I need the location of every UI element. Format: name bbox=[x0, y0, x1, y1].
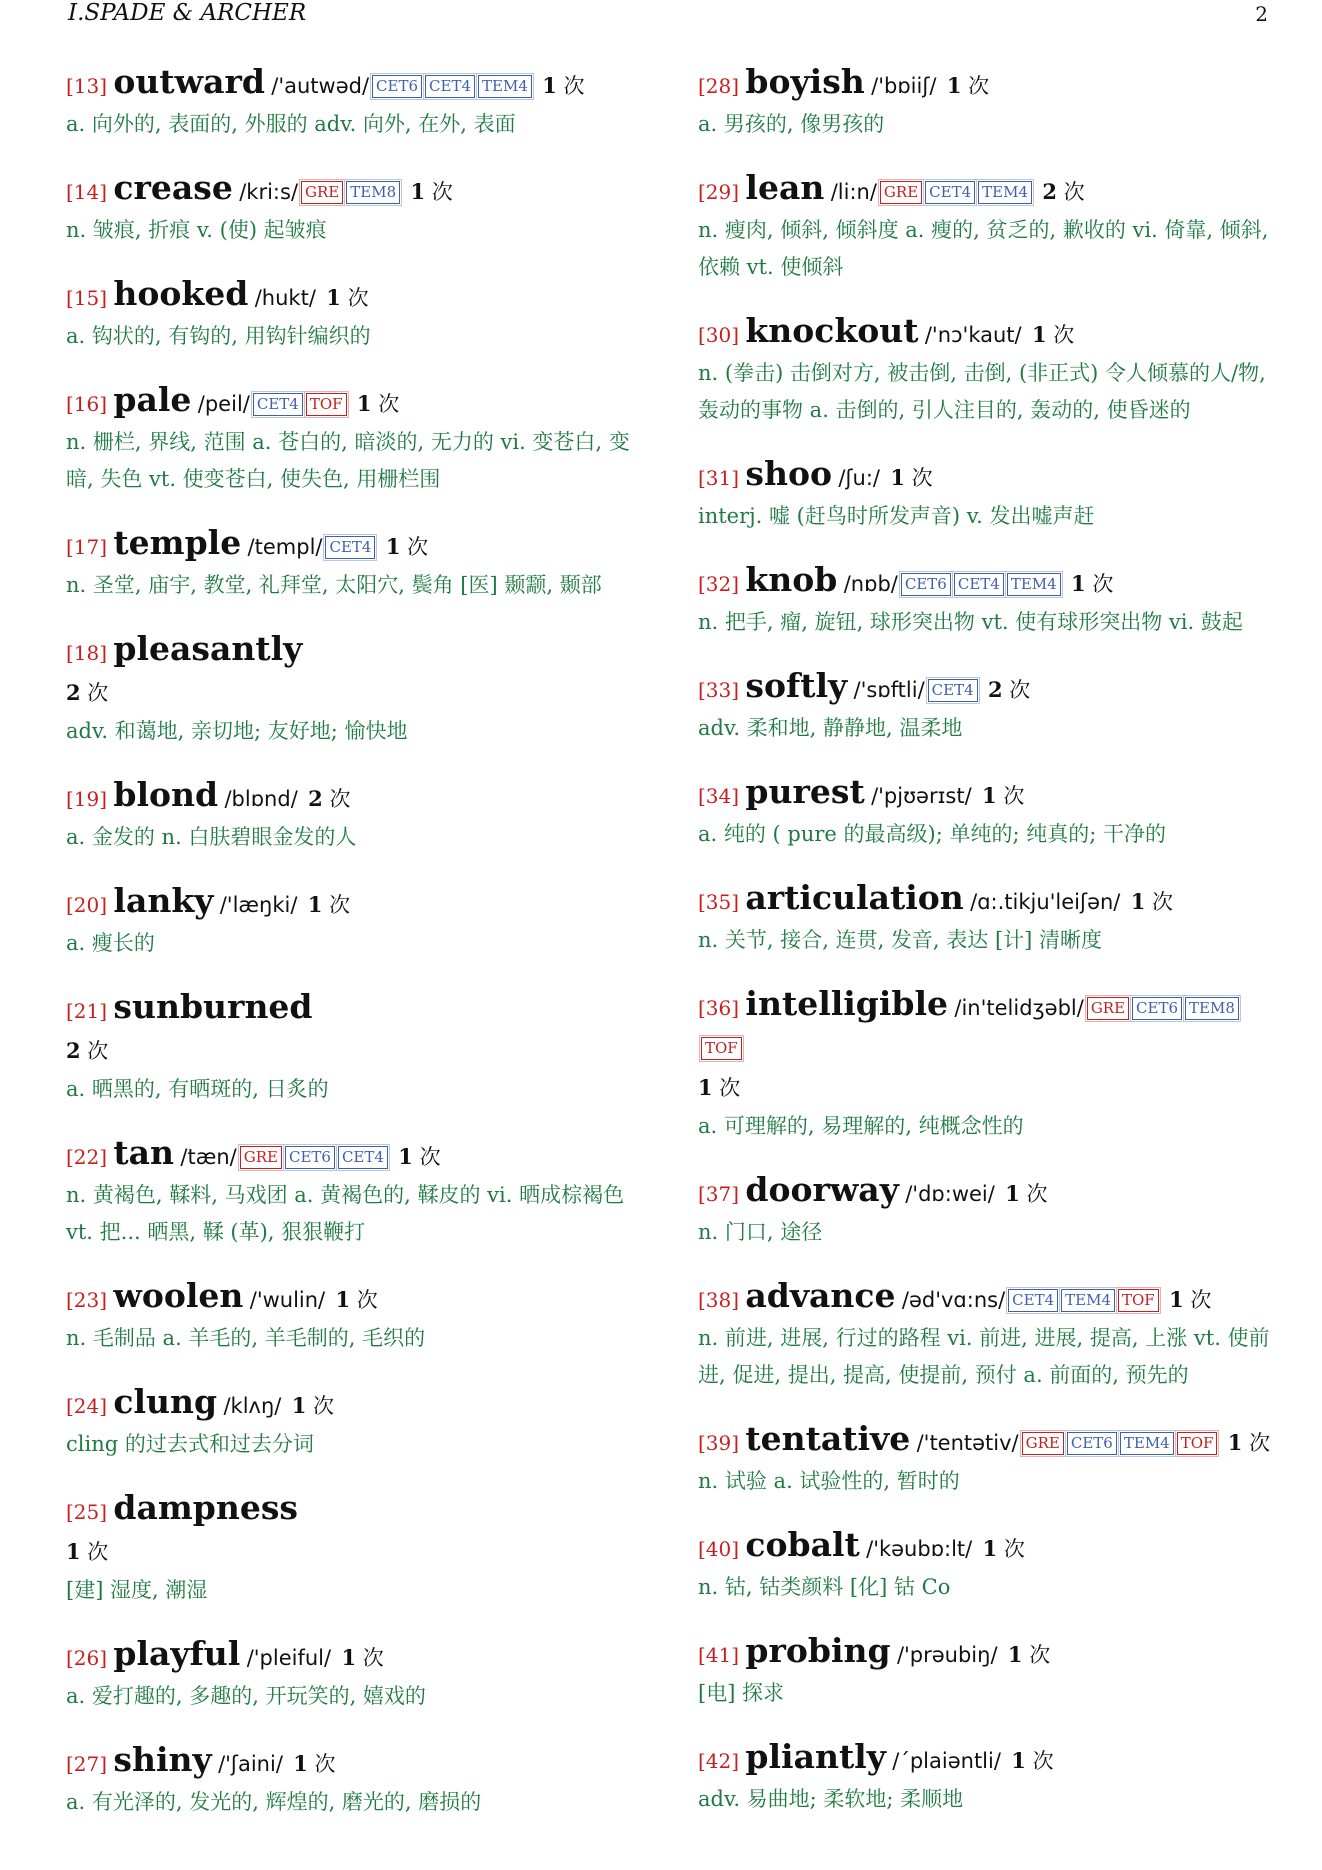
vocab-entry bbox=[66, 1488, 646, 1609]
count-number: 1 bbox=[385, 534, 401, 559]
headword: shoo bbox=[745, 454, 833, 493]
occurrence-count: 1 次 bbox=[1169, 1287, 1212, 1312]
headword: temple bbox=[113, 523, 242, 562]
headword: pleasantly bbox=[113, 629, 303, 668]
vocab-entry bbox=[698, 1631, 1274, 1712]
entry-headline bbox=[698, 62, 1274, 106]
count-number: 1 bbox=[982, 783, 997, 808]
headword: pale bbox=[113, 380, 192, 419]
definition: a. 金发的 n. 白肤碧眼金发的人 bbox=[66, 825, 357, 849]
definition: n. 门口, 途径 bbox=[698, 1220, 823, 1244]
entry-headline bbox=[698, 772, 1274, 816]
entry-headline bbox=[66, 881, 646, 925]
headword: probing bbox=[745, 1631, 891, 1670]
exam-tag-tem4: TEM4 bbox=[1120, 1432, 1174, 1455]
definition: a. 男孩的, 像男孩的 bbox=[698, 112, 885, 136]
entry-headline bbox=[66, 1740, 646, 1784]
occurrence-count: 2 次 bbox=[66, 1038, 109, 1063]
definition: adv. 和蔼地, 亲切地; 友好地; 愉快地 bbox=[66, 719, 408, 743]
headword: lean bbox=[745, 168, 825, 207]
definition: a. 可理解的, 易理解的, 纯概念性的 bbox=[698, 1114, 1024, 1138]
headword: pliantly bbox=[745, 1737, 886, 1776]
occurrence-count: 1 次 bbox=[326, 285, 369, 310]
count-number: 1 bbox=[1071, 571, 1086, 596]
pronunciation: /'pleiful/ bbox=[246, 1646, 332, 1670]
entry-headline bbox=[66, 1634, 646, 1678]
headword: woolen bbox=[113, 1276, 244, 1315]
count-number: 1 bbox=[890, 465, 905, 490]
entry-number: [27] bbox=[66, 1752, 108, 1776]
definition: adv. 易曲地; 柔软地; 柔顺地 bbox=[698, 1787, 964, 1811]
entry-headline bbox=[698, 168, 1274, 212]
occurrence-count: 2 次 bbox=[1042, 179, 1085, 204]
entry-number: [24] bbox=[66, 1394, 108, 1418]
page-header bbox=[68, 0, 1268, 30]
headword: advance bbox=[745, 1276, 896, 1315]
pronunciation: /tæn/ bbox=[180, 1145, 237, 1169]
definition: n. 栅栏, 界线, 范围 a. 苍白的, 暗淡的, 无力的 vi. 变苍白, 变暗, 失色 vt. 使变苍白, 使失色, 用栅栏围 bbox=[66, 430, 630, 491]
count-number: 2 bbox=[66, 680, 81, 705]
entry-number: [14] bbox=[66, 180, 108, 204]
headword: crease bbox=[113, 168, 233, 207]
definition: a. 钩状的, 有钩的, 用钩针编织的 bbox=[66, 324, 371, 348]
exam-tag-gre: GRE bbox=[1022, 1432, 1064, 1455]
occurrence-count: 1 次 bbox=[410, 179, 453, 204]
occurrence-count: 1 次 bbox=[1130, 889, 1174, 914]
definition: adv. 柔和地, 静静地, 温柔地 bbox=[698, 716, 963, 740]
vocab-entry bbox=[66, 1634, 646, 1715]
exam-tag-cet6: CET6 bbox=[285, 1146, 335, 1169]
occurrence-count: 1 次 bbox=[66, 1539, 109, 1564]
entry-headline bbox=[698, 1170, 1274, 1214]
count-number: 1 bbox=[291, 1393, 307, 1418]
entry-headline bbox=[698, 1419, 1274, 1463]
entry-number: [28] bbox=[698, 74, 740, 98]
count-number: 1 bbox=[410, 179, 426, 204]
definition: a. 瘦长的 bbox=[66, 931, 155, 955]
definition: [电] 探求 bbox=[698, 1681, 785, 1705]
vocab-entry bbox=[698, 1737, 1274, 1818]
entry-headline bbox=[698, 311, 1274, 355]
count-number: 2 bbox=[308, 786, 323, 811]
entry-number: [35] bbox=[698, 890, 740, 914]
count-number: 1 bbox=[1005, 1181, 1020, 1206]
exam-tag-gre: GRE bbox=[1087, 997, 1129, 1020]
entry-headline bbox=[66, 1488, 646, 1572]
entry-number: [33] bbox=[698, 678, 740, 702]
headword: outward bbox=[113, 62, 265, 101]
occurrence-count: 1 次 bbox=[398, 1144, 441, 1169]
occurrence-count: 1 次 bbox=[291, 1393, 335, 1418]
definition: n. 黄褐色, 鞣料, 马戏团 a. 黄褐色的, 鞣皮的 vi. 晒成棕褐色 vt. 把... 晒黑, 鞣 (革), 狠狠鞭打 bbox=[66, 1183, 625, 1244]
count-number: 1 bbox=[307, 892, 323, 917]
entry-number: [18] bbox=[66, 641, 108, 665]
definition: a. 向外的, 表面的, 外服的 adv. 向外, 在外, 表面 bbox=[66, 112, 516, 136]
entry-number: [41] bbox=[698, 1643, 740, 1667]
entry-headline bbox=[66, 987, 646, 1071]
exam-tag-tem4: TEM4 bbox=[1007, 573, 1061, 596]
headword: softly bbox=[745, 666, 848, 705]
exam-tag-cet4: CET4 bbox=[925, 181, 975, 204]
definition: n. 毛制品 a. 羊毛的, 羊毛制的, 毛织的 bbox=[66, 1326, 426, 1350]
pronunciation: /ˊplaiəntli/ bbox=[892, 1749, 1001, 1773]
headword: dampness bbox=[113, 1488, 299, 1527]
entry-number: [39] bbox=[698, 1431, 740, 1455]
entry-headline bbox=[698, 1276, 1274, 1320]
exam-tag-cet4: CET4 bbox=[1008, 1289, 1058, 1312]
vocab-entry bbox=[698, 1170, 1274, 1251]
headword: tentative bbox=[745, 1419, 911, 1458]
entry-number: [13] bbox=[66, 74, 108, 98]
vocab-entry bbox=[66, 62, 646, 143]
definition: n. 圣堂, 庙宇, 教堂, 礼拜堂, 太阳穴, 鬓角 [医] 颞颥, 颞部 bbox=[66, 573, 602, 597]
exam-tag-tem4: TEM4 bbox=[478, 75, 532, 98]
count-number: 2 bbox=[1042, 179, 1057, 204]
vocab-entry bbox=[66, 274, 646, 355]
vocab-entry bbox=[66, 881, 646, 962]
vocab-entry bbox=[66, 987, 646, 1108]
vocab-entry bbox=[698, 772, 1274, 853]
occurrence-count: 1 次 bbox=[698, 1075, 741, 1100]
entry-number: [34] bbox=[698, 784, 740, 808]
exam-tag-tem4: TEM4 bbox=[1061, 1289, 1115, 1312]
exam-tag-gre: GRE bbox=[880, 181, 922, 204]
vocab-entry bbox=[66, 1133, 646, 1251]
entry-number: [30] bbox=[698, 323, 740, 347]
entry-number: [26] bbox=[66, 1646, 108, 1670]
definition: n. 试验 a. 试验性的, 暂时的 bbox=[698, 1469, 960, 1493]
count-number: 1 bbox=[1007, 1642, 1023, 1667]
occurrence-count: 1 次 bbox=[335, 1287, 378, 1312]
exam-tag-cet4: CET4 bbox=[253, 393, 303, 416]
count-number: 1 bbox=[1031, 322, 1047, 347]
definition: [建] 湿度, 潮湿 bbox=[66, 1578, 208, 1602]
vocab-entry bbox=[698, 454, 1274, 535]
count-number: 2 bbox=[988, 677, 1003, 702]
vocab-entry bbox=[698, 311, 1274, 429]
exam-tag-cet6: CET6 bbox=[1067, 1432, 1117, 1455]
occurrence-count: 1 次 bbox=[982, 783, 1025, 808]
pronunciation: /'wulin/ bbox=[249, 1288, 326, 1312]
headword: knob bbox=[745, 560, 838, 599]
headword: doorway bbox=[745, 1170, 899, 1209]
entry-number: [36] bbox=[698, 996, 740, 1020]
entry-number: [32] bbox=[698, 572, 740, 596]
occurrence-count: 1 次 bbox=[293, 1751, 336, 1776]
exam-tag-cet6: CET6 bbox=[1132, 997, 1182, 1020]
count-number: 1 bbox=[982, 1536, 998, 1561]
pronunciation: /hukt/ bbox=[254, 286, 316, 310]
vocab-entry bbox=[698, 1419, 1274, 1500]
vocab-entry bbox=[698, 168, 1274, 286]
pronunciation: /ʃu:/ bbox=[838, 466, 880, 490]
entry-number: [31] bbox=[698, 466, 740, 490]
book-title: I.SPADE & ARCHER bbox=[68, 0, 307, 26]
entry-headline bbox=[698, 1525, 1274, 1569]
vocab-entry bbox=[66, 775, 646, 856]
vocab-entry bbox=[66, 1382, 646, 1463]
count-number: 1 bbox=[66, 1539, 81, 1564]
vocab-entry bbox=[698, 984, 1274, 1145]
entry-number: [25] bbox=[66, 1500, 108, 1524]
exam-tag-cet4: CET4 bbox=[325, 536, 375, 559]
entry-number: [20] bbox=[66, 893, 108, 917]
entry-number: [29] bbox=[698, 180, 740, 204]
pronunciation: /'bɒiiʃ/ bbox=[871, 74, 937, 98]
definition: cling 的过去式和过去分词 bbox=[66, 1432, 314, 1456]
occurrence-count: 1 次 bbox=[542, 73, 585, 98]
headword: intelligible bbox=[745, 984, 949, 1023]
occurrence-count: 1 次 bbox=[1007, 1642, 1051, 1667]
entry-number: [15] bbox=[66, 286, 108, 310]
vocab-entry bbox=[66, 168, 646, 249]
pronunciation: /li:n/ bbox=[830, 180, 877, 204]
vocab-entry bbox=[66, 523, 646, 604]
exam-tag-tem8: TEM8 bbox=[346, 181, 400, 204]
entry-number: [19] bbox=[66, 787, 108, 811]
entry-number: [42] bbox=[698, 1749, 740, 1773]
count-number: 1 bbox=[326, 285, 341, 310]
definition: a. 有光泽的, 发光的, 辉煌的, 磨光的, 磨损的 bbox=[66, 1790, 482, 1814]
pronunciation: /'kəubɒ:lt/ bbox=[866, 1537, 973, 1561]
definition: n. 钴, 钴类颜料 [化] 钴 Co bbox=[698, 1575, 951, 1599]
vocab-entry bbox=[698, 878, 1274, 959]
entry-headline bbox=[698, 560, 1274, 604]
pronunciation: /'nɔ'kaut/ bbox=[924, 323, 1022, 347]
occurrence-count: 1 次 bbox=[1031, 322, 1075, 347]
headword: tan bbox=[113, 1133, 175, 1172]
exam-tag-cet4: CET4 bbox=[954, 573, 1004, 596]
pronunciation: /templ/ bbox=[247, 535, 323, 559]
pronunciation: /klʌŋ/ bbox=[223, 1394, 282, 1418]
occurrence-count: 1 次 bbox=[1011, 1748, 1054, 1773]
headword: blond bbox=[113, 775, 219, 814]
entry-headline bbox=[698, 666, 1274, 710]
occurrence-count: 1 次 bbox=[341, 1645, 384, 1670]
vocab-entry bbox=[698, 1276, 1274, 1394]
pronunciation: /in'telidʒəbl/ bbox=[954, 996, 1084, 1020]
entry-headline bbox=[66, 380, 646, 424]
vocab-entry bbox=[66, 1740, 646, 1821]
occurrence-count: 1 次 bbox=[890, 465, 933, 490]
count-number: 1 bbox=[356, 391, 372, 416]
count-number: 1 bbox=[335, 1287, 351, 1312]
exam-tag-tof: TOF bbox=[701, 1037, 742, 1060]
exam-tag-cet6: CET6 bbox=[372, 75, 422, 98]
occurrence-count: 2 次 bbox=[66, 680, 109, 705]
entry-number: [22] bbox=[66, 1145, 108, 1169]
exam-tag-tof: TOF bbox=[1177, 1432, 1218, 1455]
entry-headline bbox=[66, 1133, 646, 1177]
headword: boyish bbox=[745, 62, 865, 101]
vocab-entry bbox=[66, 380, 646, 498]
pronunciation: /'pjʊərɪst/ bbox=[871, 784, 972, 808]
entry-number: [16] bbox=[66, 392, 108, 416]
pronunciation: /peil/ bbox=[197, 392, 250, 416]
occurrence-count: 1 次 bbox=[1071, 571, 1114, 596]
vocab-entry bbox=[698, 62, 1274, 143]
exam-tag-gre: GRE bbox=[301, 181, 343, 204]
left-column bbox=[66, 62, 646, 1821]
exam-tag-tem4: TEM4 bbox=[978, 181, 1032, 204]
count-number: 1 bbox=[341, 1645, 357, 1670]
definition: n. 瘦肉, 倾斜, 倾斜度 a. 瘦的, 贫乏的, 歉收的 vi. 倚靠, 倾斜, 依赖 vt. 使倾斜 bbox=[698, 218, 1269, 279]
definition: n. 皱痕, 折痕 v. (使) 起皱痕 bbox=[66, 218, 327, 242]
exam-tag-cet6: CET6 bbox=[901, 573, 951, 596]
headword: cobalt bbox=[745, 1525, 860, 1564]
headword: lanky bbox=[113, 881, 214, 920]
definition: interj. 嘘 (赶鸟时所发声音) v. 发出嘘声赶 bbox=[698, 504, 1095, 528]
entry-number: [21] bbox=[66, 999, 108, 1023]
exam-tag-cet4: CET4 bbox=[338, 1146, 388, 1169]
vocab-entry bbox=[698, 1525, 1274, 1606]
pronunciation: /'dɒ:wei/ bbox=[905, 1182, 995, 1206]
pronunciation: /'prəubiŋ/ bbox=[896, 1643, 998, 1667]
definition: a. 爱打趣的, 多趣的, 开玩笑的, 嬉戏的 bbox=[66, 1684, 426, 1708]
exam-tag-cet4: CET4 bbox=[928, 679, 978, 702]
headword: clung bbox=[113, 1382, 218, 1421]
pronunciation: /kri:s/ bbox=[239, 180, 299, 204]
headword: hooked bbox=[113, 274, 249, 313]
exam-tag-cet4: CET4 bbox=[425, 75, 475, 98]
count-number: 1 bbox=[1130, 889, 1146, 914]
count-number: 1 bbox=[1011, 1748, 1026, 1773]
vocab-entry bbox=[698, 666, 1274, 747]
count-number: 1 bbox=[1227, 1430, 1243, 1455]
entry-headline bbox=[698, 1631, 1274, 1675]
count-number: 1 bbox=[698, 1075, 713, 1100]
vocab-entry bbox=[698, 560, 1274, 641]
entry-number: [40] bbox=[698, 1537, 740, 1561]
exam-tag-gre: GRE bbox=[240, 1146, 282, 1169]
definition: n. 前进, 进展, 行过的路程 vi. 前进, 进展, 提高, 上涨 vt. 使前进, 促进, 提出, 提高, 使提前, 预付 a. 前面的, 预先的 bbox=[698, 1326, 1270, 1387]
entry-headline bbox=[66, 775, 646, 819]
entry-headline bbox=[66, 629, 646, 713]
page-number: 2 bbox=[1255, 2, 1268, 26]
entry-headline bbox=[66, 1382, 646, 1426]
count-number: 1 bbox=[1169, 1287, 1184, 1312]
occurrence-count: 2 次 bbox=[988, 677, 1031, 702]
pronunciation: /əd'vɑ:ns/ bbox=[901, 1288, 1006, 1312]
pronunciation: /'autwəd/ bbox=[271, 74, 370, 98]
definition: n. 关节, 接合, 连贯, 发音, 表达 [计] 清晰度 bbox=[698, 928, 1103, 952]
entry-number: [37] bbox=[698, 1182, 740, 1206]
headword: purest bbox=[745, 772, 865, 811]
entry-headline bbox=[698, 1737, 1274, 1781]
occurrence-count: 1 次 bbox=[356, 391, 400, 416]
exam-tag-tof: TOF bbox=[306, 393, 347, 416]
right-column bbox=[698, 62, 1274, 1818]
pronunciation: /'ʃaini/ bbox=[218, 1752, 283, 1776]
entry-headline bbox=[698, 454, 1274, 498]
definition: n. (拳击) 击倒对方, 被击倒, 击倒, (非正式) 令人倾慕的人/物, 轰动的事物 a. 击倒的, 引人注目的, 轰动的, 使昏迷的 bbox=[698, 361, 1266, 422]
count-number: 2 bbox=[66, 1038, 81, 1063]
headword: playful bbox=[113, 1634, 241, 1673]
count-number: 1 bbox=[946, 73, 962, 98]
entry-number: [23] bbox=[66, 1288, 108, 1312]
definition: n. 把手, 瘤, 旋钮, 球形突出物 vt. 使有球形突出物 vi. 鼓起 bbox=[698, 610, 1243, 634]
occurrence-count: 1 次 bbox=[1005, 1181, 1048, 1206]
entry-number: [17] bbox=[66, 535, 108, 559]
entry-headline bbox=[66, 62, 646, 106]
pronunciation: /ɑ:.tikju'leiʃən/ bbox=[970, 890, 1121, 914]
exam-tag-tof: TOF bbox=[1118, 1289, 1159, 1312]
occurrence-count: 1 次 bbox=[385, 534, 429, 559]
entry-headline bbox=[66, 168, 646, 212]
occurrence-count: 1 次 bbox=[982, 1536, 1025, 1561]
occurrence-count: 1 次 bbox=[307, 892, 351, 917]
pronunciation: /blɒnd/ bbox=[224, 787, 298, 811]
headword: knockout bbox=[745, 311, 919, 350]
entry-number: [38] bbox=[698, 1288, 740, 1312]
definition: a. 晒黑的, 有晒斑的, 日炙的 bbox=[66, 1077, 329, 1101]
pronunciation: /'læŋki/ bbox=[219, 893, 298, 917]
vocab-entry bbox=[66, 629, 646, 750]
headword: articulation bbox=[745, 878, 964, 917]
entry-headline bbox=[66, 274, 646, 318]
exam-tag-tem8: TEM8 bbox=[1185, 997, 1239, 1020]
count-number: 1 bbox=[542, 73, 557, 98]
occurrence-count: 1 次 bbox=[1227, 1430, 1271, 1455]
pronunciation: /nɒb/ bbox=[843, 572, 898, 596]
count-number: 1 bbox=[398, 1144, 413, 1169]
count-number: 1 bbox=[293, 1751, 308, 1776]
entry-headline bbox=[698, 878, 1274, 922]
occurrence-count: 2 次 bbox=[308, 786, 351, 811]
entry-headline bbox=[698, 984, 1274, 1108]
vocab-entry bbox=[66, 1276, 646, 1357]
occurrence-count: 1 次 bbox=[946, 73, 990, 98]
pronunciation: /'tentətiv/ bbox=[916, 1431, 1019, 1455]
entry-headline bbox=[66, 523, 646, 567]
headword: shiny bbox=[113, 1740, 212, 1779]
definition: a. 纯的 ( pure 的最高级); 单纯的; 纯真的; 干净的 bbox=[698, 822, 1166, 846]
headword: sunburned bbox=[113, 987, 313, 1026]
pronunciation: /'sɒftli/ bbox=[853, 678, 925, 702]
entry-headline bbox=[66, 1276, 646, 1320]
